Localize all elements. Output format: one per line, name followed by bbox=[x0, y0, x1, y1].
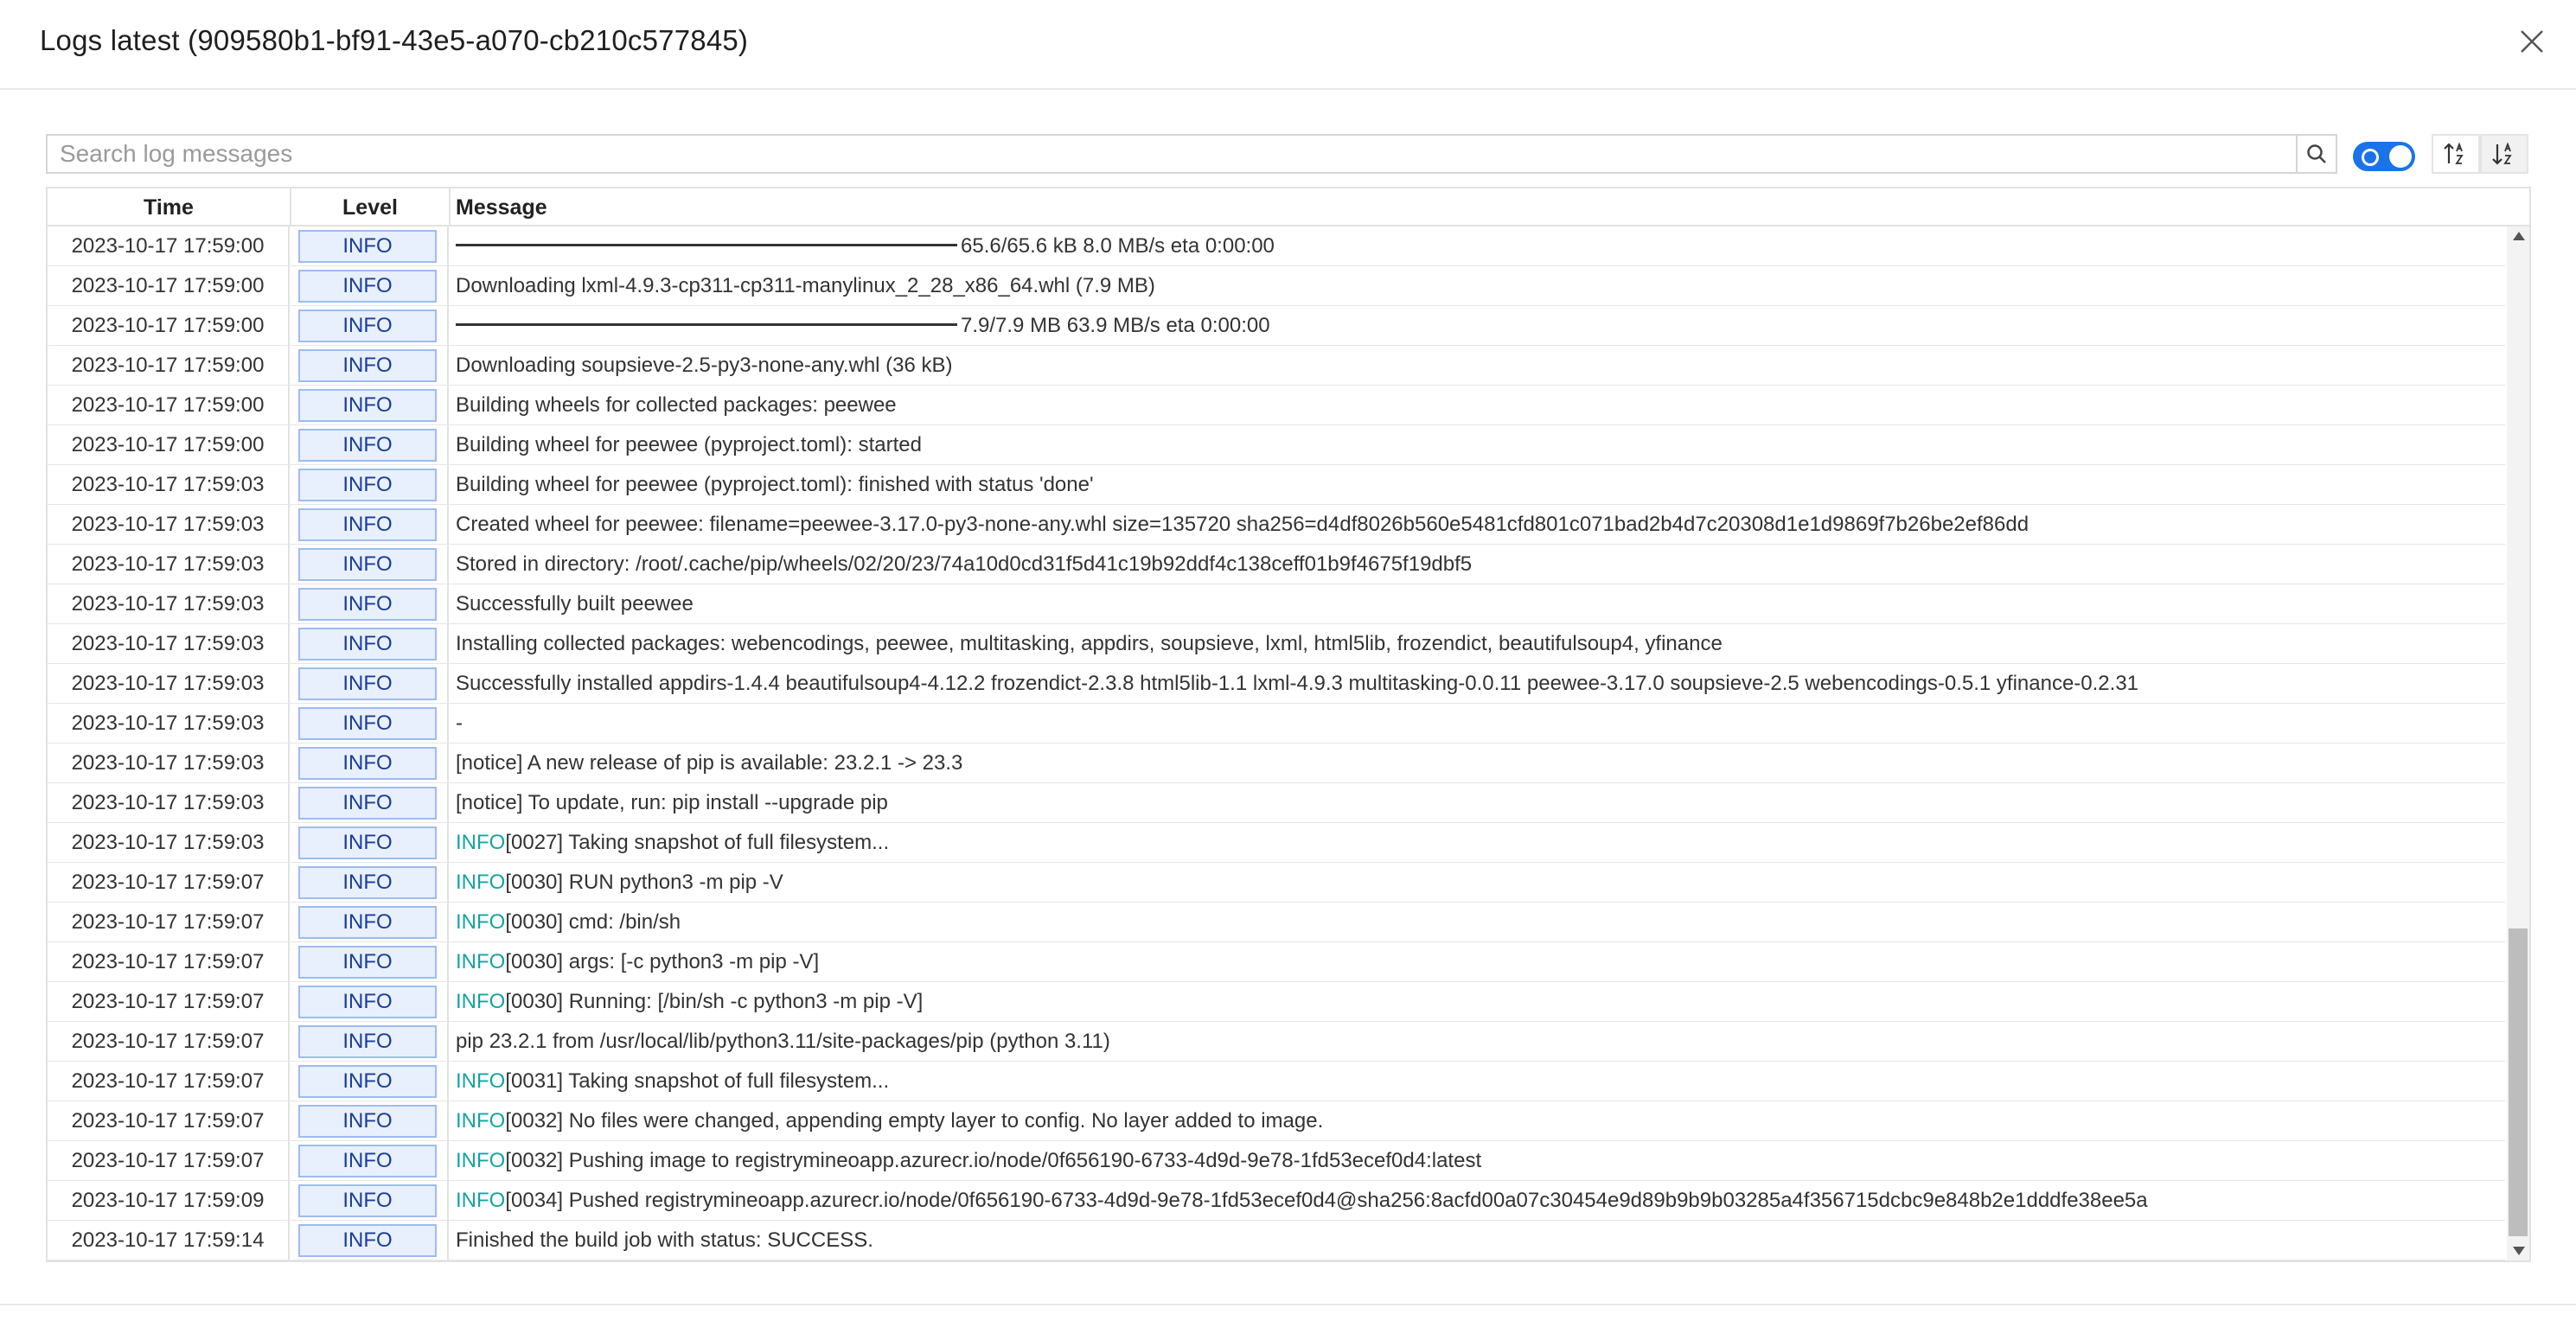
column-header-level[interactable]: Level bbox=[291, 188, 451, 225]
level-badge: INFO bbox=[298, 628, 437, 660]
progress-bar-glyph bbox=[456, 323, 957, 326]
cell-time: 2023-10-17 17:59:00 bbox=[48, 425, 290, 464]
level-badge: INFO bbox=[298, 389, 437, 422]
cell-message bbox=[447, 903, 681, 941]
cell-time: 2023-10-17 17:59:00 bbox=[48, 306, 290, 345]
log-table bbox=[46, 187, 2531, 1262]
message-text: Finished the build job with status: SUCCESS. bbox=[456, 1228, 873, 1252]
message-text: Building wheels for collected packages: peewee bbox=[456, 393, 897, 417]
cell-message bbox=[447, 425, 922, 464]
cell-message bbox=[447, 1221, 873, 1260]
message-level-prefix: INFO bbox=[456, 910, 506, 934]
cell-message bbox=[447, 505, 2029, 544]
sort-descending-icon bbox=[2490, 140, 2518, 168]
table-row[interactable] bbox=[48, 545, 2505, 584]
level-badge: INFO bbox=[298, 667, 437, 700]
cell-message bbox=[447, 386, 897, 424]
level-badge: INFO bbox=[298, 1224, 437, 1257]
column-header-message[interactable]: Message bbox=[456, 195, 547, 220]
cell-time: 2023-10-17 17:59:03 bbox=[48, 704, 290, 743]
message-text: 7.9/7.9 MB 63.9 MB/s eta 0:00:00 bbox=[961, 314, 1270, 337]
table-row[interactable] bbox=[48, 505, 2505, 545]
table-row[interactable] bbox=[48, 266, 2505, 306]
cell-time: 2023-10-17 17:59:03 bbox=[48, 743, 290, 782]
cell-time: 2023-10-17 17:59:03 bbox=[48, 783, 290, 822]
table-row[interactable] bbox=[48, 1062, 2505, 1101]
level-badge: INFO bbox=[298, 349, 437, 382]
message-text: [0030] Running: [/bin/sh -c python3 -m pip -V] bbox=[505, 990, 924, 1013]
search-box bbox=[46, 134, 2337, 174]
cell-message bbox=[447, 743, 962, 782]
message-level-prefix: INFO bbox=[456, 831, 506, 854]
cell-message bbox=[447, 306, 1270, 345]
cell-message bbox=[447, 227, 1275, 265]
cell-time: 2023-10-17 17:59:07 bbox=[48, 982, 290, 1021]
cell-time: 2023-10-17 17:59:07 bbox=[48, 942, 290, 981]
level-badge: INFO bbox=[298, 230, 437, 263]
cell-message bbox=[447, 863, 783, 902]
message-text: [0032] No files were changed, appending empty layer to config. No layer added to image. bbox=[505, 1109, 1324, 1133]
message-text: - bbox=[456, 711, 463, 735]
cell-message bbox=[447, 346, 953, 385]
sort-ascending-icon bbox=[2442, 140, 2470, 168]
cell-time: 2023-10-17 17:59:07 bbox=[48, 903, 290, 941]
table-row[interactable] bbox=[48, 903, 2505, 942]
cell-message bbox=[447, 1141, 1481, 1180]
level-badge: INFO bbox=[298, 986, 437, 1018]
table-row[interactable] bbox=[48, 743, 2505, 783]
cell-time: 2023-10-17 17:59:03 bbox=[48, 664, 290, 703]
message-text: Downloading soupsieve-2.5-py3-none-any.whl (36 kB) bbox=[456, 354, 953, 377]
cell-time: 2023-10-17 17:59:07 bbox=[48, 863, 290, 902]
table-row[interactable] bbox=[48, 306, 2505, 346]
message-text: Building wheel for peewee (pyproject.toml): finished with status 'done' bbox=[456, 473, 1094, 496]
message-text: [0031] Taking snapshot of full filesystem... bbox=[505, 1069, 890, 1093]
level-badge: INFO bbox=[298, 588, 437, 621]
table-row[interactable] bbox=[48, 704, 2505, 743]
cell-time: 2023-10-17 17:59:03 bbox=[48, 584, 290, 623]
table-row[interactable] bbox=[48, 227, 2505, 266]
table-row[interactable] bbox=[48, 863, 2505, 903]
cell-time: 2023-10-17 17:59:07 bbox=[48, 1022, 290, 1061]
level-badge: INFO bbox=[298, 309, 437, 342]
table-row[interactable] bbox=[48, 386, 2505, 425]
message-text: Downloading lxml-4.9.3-cp311-cp311-manylinux_2_28_x86_64.whl (7.9 MB) bbox=[456, 274, 1155, 297]
close-icon[interactable] bbox=[2516, 26, 2547, 57]
dialog-header bbox=[0, 0, 2576, 90]
message-text: pip 23.2.1 from /usr/local/lib/python3.11/site-packages/pip (python 3.11) bbox=[456, 1030, 1110, 1053]
message-text: [0030] cmd: /bin/sh bbox=[505, 910, 681, 934]
message-text: [0027] Taking snapshot of full filesystem... bbox=[505, 831, 890, 854]
message-level-prefix: INFO bbox=[456, 1189, 506, 1212]
scroll-down-arrow-icon[interactable] bbox=[2513, 1247, 2525, 1255]
message-text: Successfully built peewee bbox=[456, 592, 694, 616]
level-badge: INFO bbox=[298, 1025, 437, 1058]
cell-time: 2023-10-17 17:59:07 bbox=[48, 1141, 290, 1180]
message-text: Created wheel for peewee: filename=peewee-3.17.0-py3-none-any.whl size=135720 sha256=d4df8026b560e5481cfd801c071bad2b4d7c20308d1e1d9869f7b26be2ef86dd bbox=[456, 513, 2029, 536]
dialog-title: Logs latest (909580b1-bf91-43e5-a070-cb210c577845) bbox=[40, 24, 749, 56]
cell-message bbox=[447, 942, 819, 981]
cell-time: 2023-10-17 17:59:00 bbox=[48, 227, 290, 265]
scroll-up-arrow-icon[interactable] bbox=[2513, 232, 2525, 240]
level-badge: INFO bbox=[298, 1065, 437, 1098]
cell-message bbox=[447, 624, 1723, 663]
table-row[interactable] bbox=[48, 346, 2505, 386]
table-row[interactable] bbox=[48, 982, 2505, 1022]
message-level-prefix: INFO bbox=[456, 1109, 506, 1133]
search-icon[interactable] bbox=[2296, 134, 2337, 174]
cell-time: 2023-10-17 17:59:03 bbox=[48, 624, 290, 663]
table-row[interactable] bbox=[48, 425, 2505, 465]
table-row[interactable] bbox=[48, 1022, 2505, 1062]
message-text: Installing collected packages: webencodings, peewee, multitasking, appdirs, soupsieve, lxml, html5lib, frozendict, beautifulsoup4, yfinance bbox=[456, 632, 1723, 655]
level-badge: INFO bbox=[298, 1105, 437, 1138]
table-row[interactable] bbox=[48, 664, 2505, 704]
dialog-footer-divider bbox=[0, 1304, 2576, 1305]
table-row[interactable] bbox=[48, 1181, 2505, 1221]
message-text: [notice] To update, run: pip install --upgrade pip bbox=[456, 791, 888, 814]
vertical-scrollbar[interactable] bbox=[2507, 227, 2529, 1260]
cell-time: 2023-10-17 17:59:03 bbox=[48, 823, 290, 862]
message-text: [0034] Pushed registrymineoapp.azurecr.io/node/0f656190-6733-4d9d-9e78-1fd53ecef0d4@sha256:8acfd00a07c30454e9d89b9b9b03285a4f356715dcbc9e848b2e1dddfe38ee5a bbox=[505, 1189, 2148, 1212]
cell-message bbox=[447, 1181, 2148, 1220]
sort-descending-button[interactable] bbox=[2480, 134, 2528, 174]
cell-message bbox=[447, 465, 1094, 504]
level-badge: INFO bbox=[298, 548, 437, 581]
level-badge: INFO bbox=[298, 469, 437, 501]
table-row[interactable] bbox=[48, 942, 2505, 982]
cell-message bbox=[447, 1022, 1110, 1061]
level-badge: INFO bbox=[298, 826, 437, 859]
message-text: Building wheel for peewee (pyproject.toml): started bbox=[456, 433, 922, 456]
cell-time: 2023-10-17 17:59:03 bbox=[48, 545, 290, 584]
cell-time: 2023-10-17 17:59:00 bbox=[48, 386, 290, 424]
table-row[interactable] bbox=[48, 783, 2505, 823]
message-text: [0032] Pushing image to registrymineoapp.azurecr.io/node/0f656190-6733-4d9d-9e78-1fd53ecef0d4:latest bbox=[505, 1149, 1482, 1172]
progress-bar-glyph bbox=[456, 244, 957, 246]
level-badge: INFO bbox=[298, 946, 437, 979]
cell-time: 2023-10-17 17:59:00 bbox=[48, 346, 290, 385]
cell-time: 2023-10-17 17:59:03 bbox=[48, 465, 290, 504]
cell-message bbox=[447, 704, 463, 743]
message-level-prefix: INFO bbox=[456, 1069, 506, 1093]
table-row[interactable] bbox=[48, 823, 2505, 863]
table-body bbox=[48, 227, 2505, 1260]
table-row[interactable] bbox=[48, 584, 2505, 624]
table-row[interactable] bbox=[48, 1221, 2505, 1260]
message-text: [notice] A new release of pip is available: 23.2.1 -> 23.3 bbox=[456, 751, 963, 775]
level-badge: INFO bbox=[298, 866, 437, 899]
scroll-thumb[interactable] bbox=[2509, 928, 2528, 1236]
message-text: [0030] RUN python3 -m pip -V bbox=[505, 871, 783, 894]
cell-message bbox=[447, 266, 1155, 305]
cell-message bbox=[447, 982, 923, 1021]
table-header bbox=[48, 188, 2529, 227]
cell-message bbox=[447, 664, 2138, 703]
search-input[interactable] bbox=[48, 136, 2296, 172]
level-badge: INFO bbox=[298, 1145, 437, 1177]
level-badge: INFO bbox=[298, 787, 437, 820]
column-header-time[interactable]: Time bbox=[48, 188, 291, 225]
message-level-prefix: INFO bbox=[456, 871, 506, 894]
level-badge: INFO bbox=[298, 747, 437, 780]
toggle-knob bbox=[2389, 145, 2412, 168]
cell-time: 2023-10-17 17:59:00 bbox=[48, 266, 290, 305]
cell-message bbox=[447, 1062, 889, 1101]
level-badge: INFO bbox=[298, 429, 437, 462]
level-badge: INFO bbox=[298, 1184, 437, 1217]
table-row[interactable] bbox=[48, 1141, 2505, 1181]
table-row[interactable] bbox=[48, 465, 2505, 505]
table-row[interactable] bbox=[48, 624, 2505, 664]
cell-message bbox=[447, 783, 888, 822]
table-row[interactable] bbox=[48, 1101, 2505, 1141]
level-badge: INFO bbox=[298, 906, 437, 939]
message-level-prefix: INFO bbox=[456, 1149, 506, 1172]
message-text: 65.6/65.6 kB 8.0 MB/s eta 0:00:00 bbox=[961, 234, 1275, 258]
level-badge: INFO bbox=[298, 707, 437, 740]
message-level-prefix: INFO bbox=[456, 950, 506, 973]
level-badge: INFO bbox=[298, 270, 437, 303]
cell-time: 2023-10-17 17:59:09 bbox=[48, 1181, 290, 1220]
cell-time: 2023-10-17 17:59:07 bbox=[48, 1101, 290, 1140]
message-text: [0030] args: [-c python3 -m pip -V] bbox=[505, 950, 820, 973]
regex-toggle[interactable] bbox=[2353, 142, 2415, 171]
message-level-prefix: INFO bbox=[456, 990, 506, 1013]
cell-message bbox=[447, 545, 1472, 584]
cell-message bbox=[447, 584, 694, 623]
message-text: Stored in directory: /root/.cache/pip/wheels/02/20/23/74a10d0cd31f5d41c19b92ddf4c138ceff01b9f4675f19dbf5 bbox=[456, 552, 1473, 576]
regex-toggle-icon bbox=[2362, 149, 2379, 166]
cell-message bbox=[447, 1101, 1323, 1140]
cell-time: 2023-10-17 17:59:14 bbox=[48, 1221, 290, 1260]
level-badge: INFO bbox=[298, 508, 437, 541]
cell-time: 2023-10-17 17:59:03 bbox=[48, 505, 290, 544]
sort-ascending-button[interactable] bbox=[2432, 134, 2480, 174]
cell-message bbox=[447, 823, 889, 862]
message-text: Successfully installed appdirs-1.4.4 beautifulsoup4-4.12.2 frozendict-2.3.8 html5lib-1.1 lxml-4.9.3 multitasking-0.0.11 peewee-3.17.0 soupsieve-2.5 webencodings-0.5.1 yfinance-0.2.31 bbox=[456, 672, 2139, 695]
cell-time: 2023-10-17 17:59:07 bbox=[48, 1062, 290, 1101]
